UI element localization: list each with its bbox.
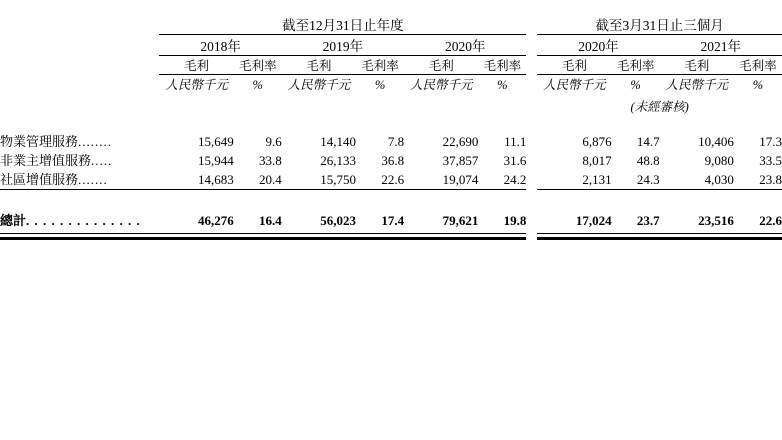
row-leader-dots: ........ <box>78 134 113 149</box>
row-leader-dots: . . . . . . . . . . . . . . <box>26 213 141 228</box>
financial-table-page <box>0 14 782 440</box>
cell-total-gpm-2020: 19.8 <box>503 213 527 228</box>
cell-total-gpm-2021q1: 22.6 <box>759 213 782 228</box>
cell-nov-gp-2019: 26,133 <box>320 153 357 168</box>
cell-nov-gpm-2020q1: 48.8 <box>636 153 660 168</box>
group-gap <box>526 14 537 35</box>
unit-gp-2018: 人民幣千元 <box>165 78 228 92</box>
cell-total-gp-2021q1: 23,516 <box>698 213 734 228</box>
metric-header-row <box>0 56 782 75</box>
metric-gap <box>526 56 537 75</box>
cell-nov-gp-2021q1: 9,080 <box>704 153 734 168</box>
cell-cv-gpm-2020q1: 24.3 <box>636 172 660 187</box>
cell-pm-gp-2021q1: 10,406 <box>698 134 734 149</box>
year-header-2021-q1: 2021年 <box>660 35 782 56</box>
year-header-2019: 2019年 <box>282 35 404 56</box>
year-header-2020-q1: 2020年 <box>537 35 659 56</box>
gross-profit-table <box>0 14 782 242</box>
unit-row-blank <box>0 75 159 94</box>
unit-gpm-2018: % <box>252 78 263 92</box>
unaudited-note: (未經審核) <box>630 100 689 114</box>
unit-gp-2019: 人民幣千元 <box>287 78 351 92</box>
metric-header-gp-2020: 毛利 <box>404 56 478 75</box>
metric-header-gpm-2020q1: 毛利率 <box>612 56 660 75</box>
unaudited-note-row <box>0 93 782 115</box>
corner-blank <box>0 14 159 35</box>
total-rule-bottom <box>0 239 782 243</box>
cell-cv-gp-2020q1: 2,131 <box>582 172 612 187</box>
metric-header-gp-2019: 毛利 <box>282 56 356 75</box>
year-header-row <box>0 35 782 56</box>
cell-total-gpm-2018: 16.4 <box>259 213 282 228</box>
cell-cv-gpm-2021q1: 23.8 <box>759 172 782 187</box>
year-header-2020-annual: 2020年 <box>404 35 526 56</box>
cell-pm-gp-2019: 14,140 <box>320 134 357 149</box>
year-header-2018: 2018年 <box>159 35 281 56</box>
group-header-row <box>0 14 782 35</box>
metric-header-gpm-2019: 毛利率 <box>356 56 404 75</box>
metric-header-gp-2021q1: 毛利 <box>660 56 734 75</box>
table-row-total <box>0 200 782 234</box>
row-label-non-owner-value-added <box>0 150 159 169</box>
header-body-spacer <box>0 115 782 131</box>
cell-pm-gpm-2018: 9.6 <box>265 134 282 149</box>
unit-gp-2021q1: 人民幣千元 <box>665 78 728 92</box>
total-gap <box>526 200 537 234</box>
cell-cv-gp-2020: 19,074 <box>442 172 479 187</box>
unit-gap <box>526 75 537 94</box>
unaudited-blank <box>0 93 537 115</box>
row-leader-dots: ..... <box>91 153 113 168</box>
cell-total-gp-2019: 56,023 <box>320 213 357 228</box>
metric-header-gp-2020q1: 毛利 <box>537 56 611 75</box>
cell-cv-gpm-2019: 22.6 <box>381 172 405 187</box>
cell-pm-gpm-2021q1: 17.3 <box>759 134 782 149</box>
row1-gap <box>526 131 537 150</box>
cell-nov-gpm-2021q1: 33.5 <box>759 153 782 168</box>
cell-nov-gpm-2019: 36.8 <box>381 153 405 168</box>
metric-header-gpm-2018: 毛利率 <box>234 56 282 75</box>
row-label-text: 總計 <box>0 213 27 228</box>
cell-nov-gp-2020: 37,857 <box>442 153 479 168</box>
unit-gp-2020: 人民幣千元 <box>409 78 473 92</box>
unit-gpm-2020: % <box>497 78 508 92</box>
row2-gap <box>526 150 537 169</box>
row-label-text: 非業主增值服務 <box>0 153 92 168</box>
row-label-total <box>0 200 159 234</box>
cell-total-gp-2018: 46,276 <box>197 213 234 228</box>
cell-total-gp-2020: 79,621 <box>442 213 479 228</box>
group-header-quarterly: 截至3月31日止三個月 <box>537 14 782 35</box>
cell-cv-gpm-2020: 24.2 <box>503 172 527 187</box>
group-header-annual: 截至12月31日止年度 <box>159 14 526 35</box>
row-leader-dots: ....... <box>78 172 108 187</box>
unit-gpm-2021q1: % <box>752 78 764 92</box>
cell-total-gpm-2019: 17.4 <box>381 213 405 228</box>
cell-pm-gpm-2019: 7.8 <box>387 134 405 149</box>
cell-nov-gpm-2018: 33.8 <box>259 153 282 168</box>
row-label-text: 物業管理服務 <box>0 134 79 149</box>
unit-gpm-2019: % <box>374 78 386 92</box>
unit-header-row <box>0 75 782 94</box>
table-row <box>0 169 782 188</box>
cell-nov-gp-2020q1: 8,017 <box>582 153 612 168</box>
cell-cv-gp-2019: 15,750 <box>320 172 357 187</box>
metric-header-gpm-2020: 毛利率 <box>478 56 526 75</box>
cell-cv-gp-2018: 14,683 <box>197 172 234 187</box>
row3-gap <box>526 169 537 188</box>
cell-total-gp-2020q1: 17,024 <box>575 213 612 228</box>
unit-gpm-2020q1: % <box>630 78 641 92</box>
cell-pm-gpm-2020: 11.1 <box>504 134 527 149</box>
metric-row-blank <box>0 56 159 75</box>
row-label-property-management <box>0 131 159 150</box>
subtotal-gap <box>0 190 782 201</box>
metric-header-gp-2018: 毛利 <box>159 56 233 75</box>
cell-pm-gp-2020: 22,690 <box>442 134 479 149</box>
cell-pm-gpm-2020q1: 14.7 <box>636 134 660 149</box>
cell-nov-gpm-2020: 31.6 <box>503 153 527 168</box>
row-label-text: 社區增值服務 <box>0 172 79 187</box>
table-row <box>0 131 782 150</box>
cell-cv-gpm-2018: 20.4 <box>259 172 282 187</box>
cell-pm-gp-2020q1: 6,876 <box>582 134 612 149</box>
row-label-community-value-added <box>0 169 159 188</box>
metric-header-gpm-2021q1: 毛利率 <box>734 56 782 75</box>
unit-gp-2020q1: 人民幣千元 <box>543 78 606 92</box>
year-gap <box>526 35 537 56</box>
table-row <box>0 150 782 169</box>
cell-pm-gp-2018: 15,649 <box>197 134 234 149</box>
cell-total-gpm-2020q1: 23.7 <box>636 213 660 228</box>
cell-cv-gp-2021q1: 4,030 <box>704 172 734 187</box>
cell-nov-gp-2018: 15,944 <box>197 153 234 168</box>
year-row-blank <box>0 35 159 56</box>
